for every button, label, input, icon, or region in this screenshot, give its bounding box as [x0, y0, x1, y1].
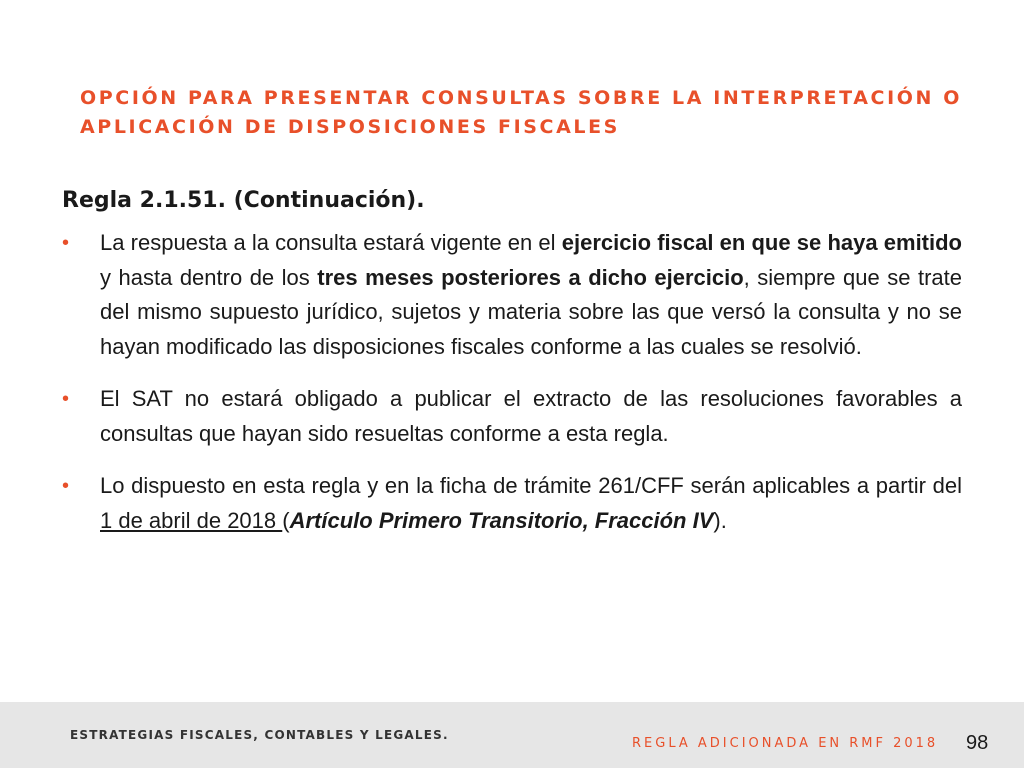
bullet-icon: •	[62, 232, 70, 254]
bullet-item-vigencia	[62, 226, 962, 364]
slide-title-line-2: APLICACIÓN DE DISPOSICIONES FISCALES	[80, 116, 620, 138]
bullet-item-sat	[62, 382, 962, 451]
bullet-bold-italic-text: Artículo Primero Transitorio, Fracción IV	[289, 507, 714, 533]
bullet-underlined-date: 1 de abril de 2018	[100, 507, 283, 533]
bullet-text: ).	[713, 507, 727, 533]
footer-company-text: ESTRATEGIAS FISCALES, CONTABLES Y LEGALES.	[70, 728, 449, 742]
bullet-text: (	[282, 507, 290, 533]
footer-section-text: REGLA ADICIONADA EN RMF 2018	[632, 736, 939, 751]
bullet-icon: •	[62, 388, 70, 410]
bullet-item-aplicacion	[62, 469, 962, 538]
bullet-icon: •	[62, 475, 70, 497]
bullet-bold-text: tres meses posteriores a dicho ejercicio	[317, 264, 744, 290]
bullet-bold-text: ejercicio fiscal en que se haya emitido	[561, 230, 963, 255]
bullet-text: El SAT no estará obligado a publicar el extracto de las resoluciones favorables a consultas que hayan sido resueltas conforme a esta regla.	[100, 386, 962, 446]
slide-title	[80, 84, 960, 142]
bullet-list	[62, 226, 962, 538]
bullet-text: y hasta dentro de los	[100, 264, 318, 290]
rule-heading: Regla 2.1.51. (Continuación).	[62, 188, 425, 213]
bullet-text: Lo dispuesto en esta regla y en la ficha de trámite 261/CFF serán aplicables a partir del	[100, 473, 962, 498]
bullet-text: , siempre que se trate del mismo supuesto jurídico, sujetos y materia sobre las que versó la consulta y no se hayan modificado las disposiciones fiscales conforme a las cuales se resolvió.	[100, 264, 962, 359]
footer-bar	[0, 702, 1024, 768]
slide-title-line-1: OPCIÓN PARA PRESENTAR CONSULTAS SOBRE LA INTERPRETACIÓN O	[80, 87, 962, 109]
page-number: 98	[966, 732, 989, 754]
bullet-text: La respuesta a la consulta estará vigente en el	[100, 230, 562, 255]
